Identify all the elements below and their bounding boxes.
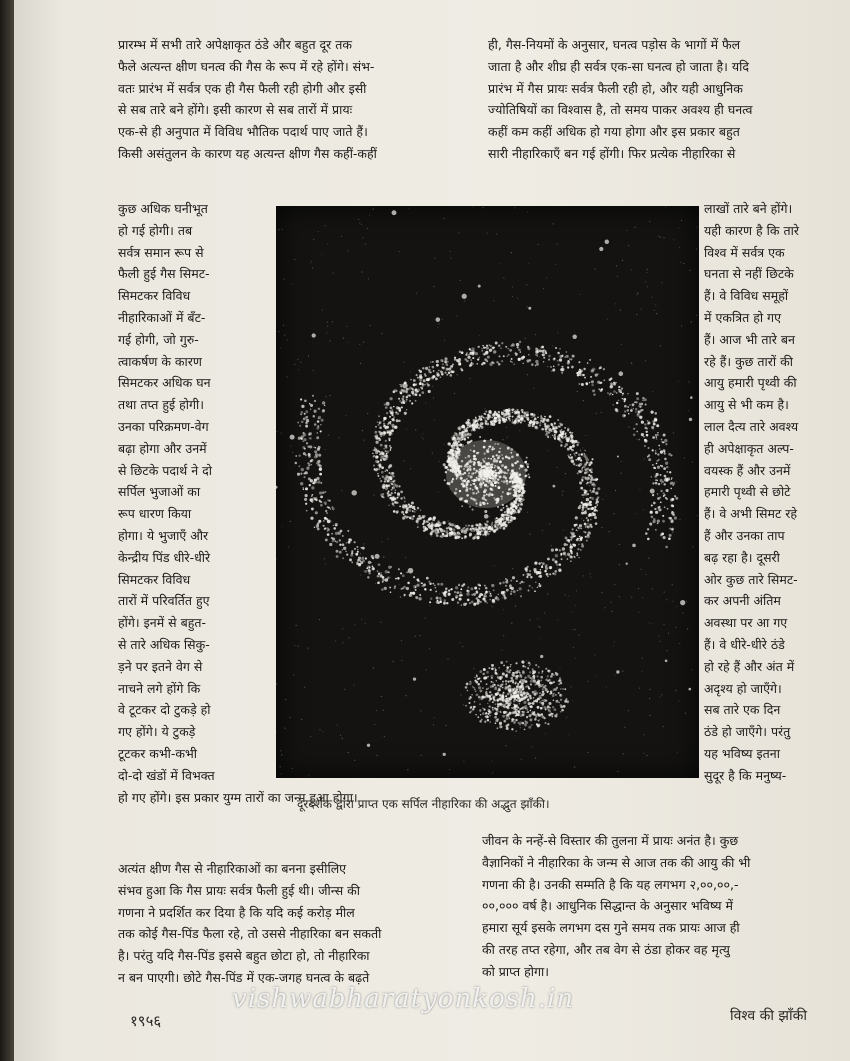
text-line: हो रहे हैं और अंत में bbox=[704, 658, 795, 674]
text-line: प्रारम्भ में सभी तारे अपेक्षाकृत ठंडे और बहुत दूर तक bbox=[118, 37, 352, 52]
site-watermark: vishwabharatyonkosh.in bbox=[232, 984, 575, 1014]
text-line: आयु हमारी पृथ्वी की bbox=[704, 375, 797, 391]
text-line: रहे हैं। कुछ तारों की bbox=[704, 353, 793, 369]
text-line: सिमटकर विविध bbox=[118, 571, 191, 587]
text-line: लाल दैत्य तारे अवश्य bbox=[704, 418, 799, 434]
page-number: १९५६ bbox=[130, 1012, 162, 1030]
text-line: रूप धारण किया bbox=[118, 506, 192, 522]
text-line: दो-दो खंडों में विभक्त bbox=[118, 767, 215, 783]
text-line: बढ़ा होगा और उनमें bbox=[118, 440, 207, 456]
text-line: जाता है और शीघ्र ही सर्वत्र एक-सा घनत्व हो जाता है। यदि bbox=[488, 58, 749, 74]
text-line: हो गई होगी। तब bbox=[118, 222, 193, 238]
text-line: हैं। वे अभी सिमट रहे bbox=[704, 506, 798, 522]
text-line: अदृश्य हो जाएँगे। bbox=[704, 680, 782, 696]
text-line: वतः प्रारंभ में सर्वत्र एक ही गैस फैली रही होगी और इसी bbox=[118, 80, 367, 96]
text-line: घनता से नहीं छिटके bbox=[704, 266, 794, 282]
left-column-top-paragraph bbox=[118, 34, 480, 165]
text-line: सब तारे एक दिन bbox=[704, 702, 781, 718]
text-line: नाचने लगे होंगे कि bbox=[118, 680, 201, 696]
text-line: सर्पिल भुजाओं का bbox=[118, 484, 201, 500]
text-line: से तारे अधिक सिकु- bbox=[118, 636, 210, 652]
text-line: विश्व में सर्वत्र एक bbox=[704, 244, 785, 260]
text-line: ठंडे हो जाएँगे। परंतु bbox=[704, 724, 791, 740]
text-line: बढ़ रहा है। दूसरी bbox=[704, 549, 780, 565]
text-line: गई होगी, जो गुरु- bbox=[118, 331, 199, 347]
text-line: से सब तारे बने होंगे। इसी कारण से सब तारों में प्रायः bbox=[118, 102, 353, 118]
text-line: सर्वत्र समान रूप से bbox=[118, 244, 204, 260]
text-line: यही कारण है कि तारे bbox=[704, 222, 799, 238]
text-line: एक-से ही अनुपात में विविध भौतिक पदार्थ पाए जाते हैं। bbox=[118, 124, 368, 140]
text-line: किसी असंतुलन के कारण यह अत्यन्त क्षीण गैस कहीं-कहीं bbox=[118, 145, 377, 161]
text-line: गए होंगे। ये टुकड़े bbox=[118, 724, 196, 740]
text-line: टूटकर कभी-कभी bbox=[118, 745, 198, 761]
left-column-narrow-paragraph bbox=[118, 198, 358, 808]
text-line: ज्योतिषियों का विश्वास है, तो समय पाकर अवश्य ही घनत्व bbox=[488, 102, 753, 118]
text-line: सिमटकर अधिक घन bbox=[118, 375, 211, 391]
text-line: ही, गैस-नियमों के अनुसार, घनत्व पड़ोस के भागों में फैल bbox=[488, 37, 741, 52]
photo-caption: दूरदर्शक द्वारा प्राप्त एक सर्पिल नीहारिका की अद्भुत झाँकी। bbox=[297, 797, 550, 811]
text-line: वैज्ञानिकों ने नीहारिका के जन्म से आज तक की आयु की भी bbox=[482, 854, 751, 870]
text-line: जीवन के नन्हें-से विस्तार की तुलना में प्रायः अनंत है। कुछ bbox=[482, 833, 739, 848]
text-line: अवस्था पर आ गए bbox=[704, 615, 788, 631]
text-line: में एकत्रित हो गए bbox=[704, 309, 781, 325]
running-title: विश्व की झाँकी bbox=[730, 1008, 808, 1024]
left-column-bottom-paragraph bbox=[118, 858, 474, 989]
text-line: वयस्क हैं और उनमें bbox=[704, 462, 791, 478]
text-line: तक कोई गैस-पिंड फैला रहे, तो उससे नीहारिका बन सकती bbox=[118, 926, 382, 942]
text-line: हैं। आज भी तारे बन bbox=[704, 331, 795, 347]
text-line: हमारी पृथ्वी से छोटे bbox=[704, 484, 791, 500]
text-line: ००,००० वर्ष है। आधुनिक सिद्धान्त के अनुसार भविष्य में bbox=[482, 898, 733, 914]
text-line: त्वाकर्षण के कारण bbox=[118, 353, 202, 369]
text-line: ही अपेक्षाकृत अल्प- bbox=[704, 440, 794, 456]
text-line: से छिटके पदार्थ ने दो bbox=[118, 462, 213, 478]
text-line: कुछ अधिक घनीभूत bbox=[118, 201, 208, 216]
text-line: होगा। ये भुजाएँ और bbox=[118, 527, 209, 543]
book-page bbox=[14, 0, 850, 1061]
text-line: हैं। वे विविध समूहों bbox=[704, 288, 789, 304]
text-line: हैं और उनका ताप bbox=[704, 527, 785, 543]
text-line: संभव हुआ कि गैस प्रायः सर्वत्र फैली हुई थी। जीन्स की bbox=[118, 882, 360, 898]
text-line: वे टूटकर दो टुकड़े हो bbox=[118, 702, 211, 718]
text-line: सिमटकर विविध bbox=[118, 288, 191, 304]
text-line: ओर कुछ तारे सिमट- bbox=[704, 571, 798, 587]
text-line: लाखों तारे बने होंगे। bbox=[704, 201, 793, 216]
text-line: यह भविष्य इतना bbox=[704, 745, 780, 761]
text-line: फैली हुई गैस सिमट- bbox=[118, 266, 210, 282]
text-line: तारों में परिवर्तित हुए bbox=[118, 593, 210, 609]
text-line: नीहारिकाओं में बँट- bbox=[118, 309, 206, 325]
text-line: प्रारंभ में गैस प्रायः सर्वत्र फैली रही हो, और यही आधुनिक bbox=[488, 80, 743, 96]
text-line: तथा तप्त हुई होगी। bbox=[118, 397, 205, 413]
text-line: कहीं कम कहीं अधिक हो गया होगा और इस प्रकार बहुत bbox=[488, 124, 740, 140]
text-line: न बन पाएगी। छोटे गैस-पिंड में एक-जगह घनत्व के बढ़ते bbox=[118, 969, 370, 985]
spiral-nebula-photograph bbox=[276, 206, 699, 778]
text-line: हैं। वे धीरे-धीरे ठंडे bbox=[704, 636, 785, 652]
text-line: गणना ने प्रदर्शित कर दिया है कि यदि कई करोड़ मील bbox=[118, 904, 355, 920]
text-line: हमारा सूर्य इसके लगभग दस गुने समय तक प्रायः आज ही bbox=[482, 920, 740, 936]
text-line: हो गए होंगे। इस प्रकार युग्म तारों का जन्म हुआ होगा। bbox=[118, 789, 358, 805]
text-line: उनका परिक्रमण-वेग bbox=[118, 418, 209, 434]
right-column-bottom-paragraph bbox=[482, 830, 838, 983]
right-column-top-paragraph bbox=[488, 34, 838, 165]
text-line: है। परंतु यदि गैस-पिंड इससे बहुत छोटा हो, तो नीहारिका bbox=[118, 948, 370, 964]
text-line: आयु से भी कम है। bbox=[704, 397, 789, 413]
right-column-narrow-paragraph bbox=[704, 198, 838, 787]
text-line: होंगे। इनमें से बहुत- bbox=[118, 615, 206, 631]
text-line: कर अपनी अंतिम bbox=[704, 593, 781, 609]
text-line: अत्यंत क्षीण गैस से नीहारिकाओं का बनना इसीलिए bbox=[118, 861, 347, 876]
text-line: की तरह तप्त रहेगा, और तब वेग से ठंडा होकर वह मृत्यु bbox=[482, 941, 730, 957]
text-line: फैले अत्यन्त क्षीण घनत्व की गैस के रूप में रहे होंगे। संभ- bbox=[118, 58, 375, 74]
text-line: ड़ने पर इतने वेग से bbox=[118, 658, 203, 674]
text-line: को प्राप्त होगा। bbox=[482, 963, 549, 979]
book-gutter-shadow bbox=[0, 0, 14, 1061]
text-line: केन्द्रीय पिंड धीरे-धीरे bbox=[118, 549, 211, 565]
text-line: गणना की है। उनकी सम्मति है कि यह लगभग २,००,००,- bbox=[482, 876, 739, 892]
text-line: सुदूर है कि मनुष्य- bbox=[704, 767, 787, 783]
text-line: सारी नीहारिकाएँ बन गई होंगी। फिर प्रत्येक नीहारिका से bbox=[488, 145, 736, 161]
